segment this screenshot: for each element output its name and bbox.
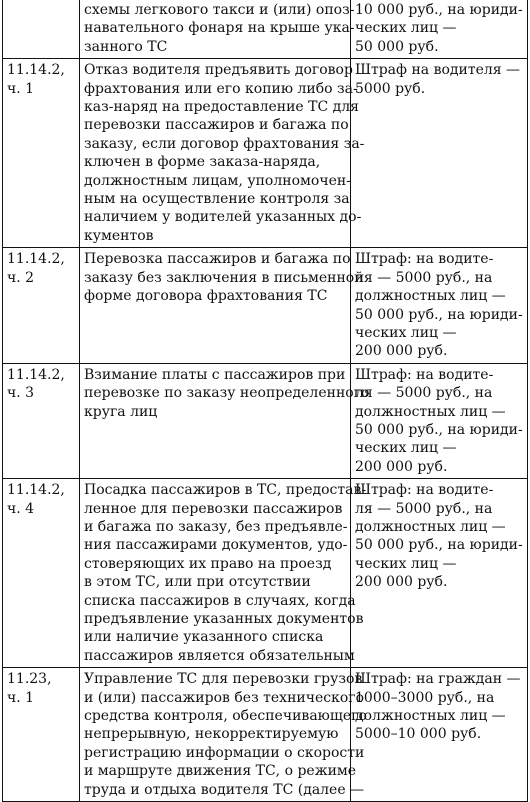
description-text-line: должностным лицам, уполномочен- [84, 172, 351, 189]
article-text-line: ч. 2 [7, 269, 35, 286]
penalty-cell [351, 59, 528, 248]
description-text-line: Управление ТС для перевозки грузов [84, 671, 363, 688]
table-row [3, 248, 528, 363]
article-text-line: ч. 1 [7, 80, 35, 97]
description-cell [80, 59, 365, 248]
penalty-text-line: 5000 руб. [355, 80, 426, 97]
table-row [3, 0, 528, 59]
penalty-text-line: ля — 5000 руб., на [355, 385, 493, 402]
penalty-text-line: 200 000 руб. [355, 574, 448, 591]
penalty-text-line: 50 000 руб., на юриди- [355, 306, 523, 323]
article-text-line: 11.14.2, [7, 482, 65, 499]
penalty-text-line: ческих лиц — [355, 20, 457, 37]
penalty-cell [351, 668, 528, 802]
description-text-line: Перевозка пассажиров и багажа по [84, 251, 351, 268]
description-text-line: и маршруте движения ТС, о режиме [84, 763, 357, 780]
penalty-text-line: Штраф: на водите- [355, 482, 494, 499]
penalty-text-line: 200 000 руб. [355, 458, 448, 475]
description-text-line: заказу, если договор фрахтования за- [84, 135, 365, 152]
description-text-line: схемы легкового такси и (или) опоз- [84, 2, 355, 18]
description-text-line: труда и отдыха водителя ТС (далее — [84, 781, 365, 798]
article-text-line: 11.14.2, [7, 62, 65, 79]
description-text-line: кументов [84, 227, 154, 244]
description-text-line: каз-наряд на предоставление ТС для [84, 99, 359, 116]
penalty-text-line: ля — 5000 руб., на [355, 269, 493, 286]
article-text-line: ч. 3 [7, 385, 35, 402]
penalty-text-line: Штраф на водителя — [355, 62, 521, 79]
description-text-line: ленное для перевозки пассажиров [84, 500, 343, 517]
description-text-line: ния пассажирами документов, удо- [84, 537, 348, 554]
description-text-line: и багажа по заказу, без предъявле- [84, 518, 348, 535]
table-row [3, 479, 528, 668]
penalty-text-line: ческих лиц — [355, 440, 457, 457]
penalty-text-line: 200 000 руб. [355, 343, 448, 360]
penalty-cell [351, 0, 528, 59]
description-cell [80, 248, 364, 363]
penalty-text-line: Штраф: на водите- [355, 251, 494, 268]
article-text-line: ч. 1 [7, 689, 35, 706]
article-cell [3, 0, 80, 59]
article-text-line: 11.14.2, [7, 251, 65, 268]
article-text-line: ч. 4 [7, 500, 35, 517]
description-text-line: регистрацию информации о скорости [84, 744, 365, 761]
penalty-cell [351, 248, 528, 363]
article-cell [3, 668, 80, 802]
description-text-line: и (или) пассажиров без технического [84, 689, 365, 706]
penalty-cell [351, 363, 528, 478]
description-cell [80, 479, 367, 668]
description-text-line: перевозки пассажиров и багажа по [84, 117, 349, 134]
article-cell [3, 59, 80, 248]
article-cell [3, 248, 80, 363]
description-text-line: навательного фонаря на крыше ука- [84, 20, 355, 37]
penalty-text-line: 10 000 руб., на юриди- [355, 2, 523, 18]
penalty-text-line: должностных лиц — [355, 518, 506, 535]
penalty-text-line: должностных лиц — [355, 288, 506, 305]
penalty-text-line: 50 000 руб., на юриди- [355, 537, 523, 554]
fines-table-body [3, 0, 528, 802]
description-text-line: перевозке по заказу неопределенного [84, 385, 370, 402]
description-text-line: Взимание платы с пассажиров при [84, 366, 346, 383]
penalty-text-line: должностных лиц — [355, 708, 506, 725]
penalty-cell [351, 479, 528, 668]
description-text-line: ным на осуществление контроля за [84, 191, 350, 208]
description-text-line: форме договора фрахтования ТС [84, 288, 328, 305]
description-text-line: Отказ водителя предъявить договор [84, 62, 353, 79]
description-text-line: круга лиц [84, 403, 158, 420]
fines-table [2, 0, 528, 802]
description-text-line: наличием у водителей указанных до- [84, 209, 362, 226]
description-text-line: непрерывную, некорректируемую [84, 726, 339, 743]
article-cell [3, 479, 80, 668]
description-cell [80, 668, 367, 802]
description-text-line: средства контроля, обеспечивающего [84, 708, 367, 725]
penalty-text-line: ческих лиц — [355, 555, 457, 572]
penalty-text-line: Штраф: на водите- [355, 366, 494, 383]
description-text-line: пассажиров является обязательным [84, 647, 355, 664]
penalty-text-line: Штраф: на граждан — [355, 671, 521, 688]
penalty-text-line: 50 000 руб., на юриди- [355, 421, 523, 438]
penalty-text-line: ческих лиц — [355, 324, 457, 341]
penalty-text-line: 5000–10 000 руб. [355, 726, 482, 743]
description-text-line: стоверяющих их право на проезд [84, 555, 332, 572]
description-text-line: списка пассажиров в случаях, когда [84, 592, 356, 609]
description-text-line: ключен в форме заказа-наряда, [84, 154, 321, 171]
description-cell [80, 363, 370, 478]
description-cell [80, 0, 355, 59]
description-text-line: в этом ТС, или при отсутствии [84, 574, 311, 591]
article-cell [3, 363, 80, 478]
description-text-line: предъявление указанных документов [84, 611, 364, 627]
description-text-line: Посадка пассажиров в ТС, предостав- [84, 482, 367, 499]
table-row [3, 668, 528, 802]
article-text-line: 11.23, [7, 671, 52, 688]
description-text-line: или наличие указанного списка [84, 629, 324, 646]
description-text-line: фрахтования или его копию либо за- [84, 80, 358, 97]
table-row [3, 59, 528, 248]
description-text-line: заказу без заключения в письменной [84, 269, 364, 286]
penalty-text-line: 1000–3000 руб., на [355, 689, 495, 706]
penalty-text-line: 50 000 руб. [355, 38, 439, 55]
article-text-line: 11.14.2, [7, 366, 65, 383]
penalty-text-line: должностных лиц — [355, 403, 506, 420]
table-row [3, 363, 528, 478]
penalty-text-line: ля — 5000 руб., на [355, 500, 493, 517]
description-text-line: занного ТС [84, 38, 168, 55]
